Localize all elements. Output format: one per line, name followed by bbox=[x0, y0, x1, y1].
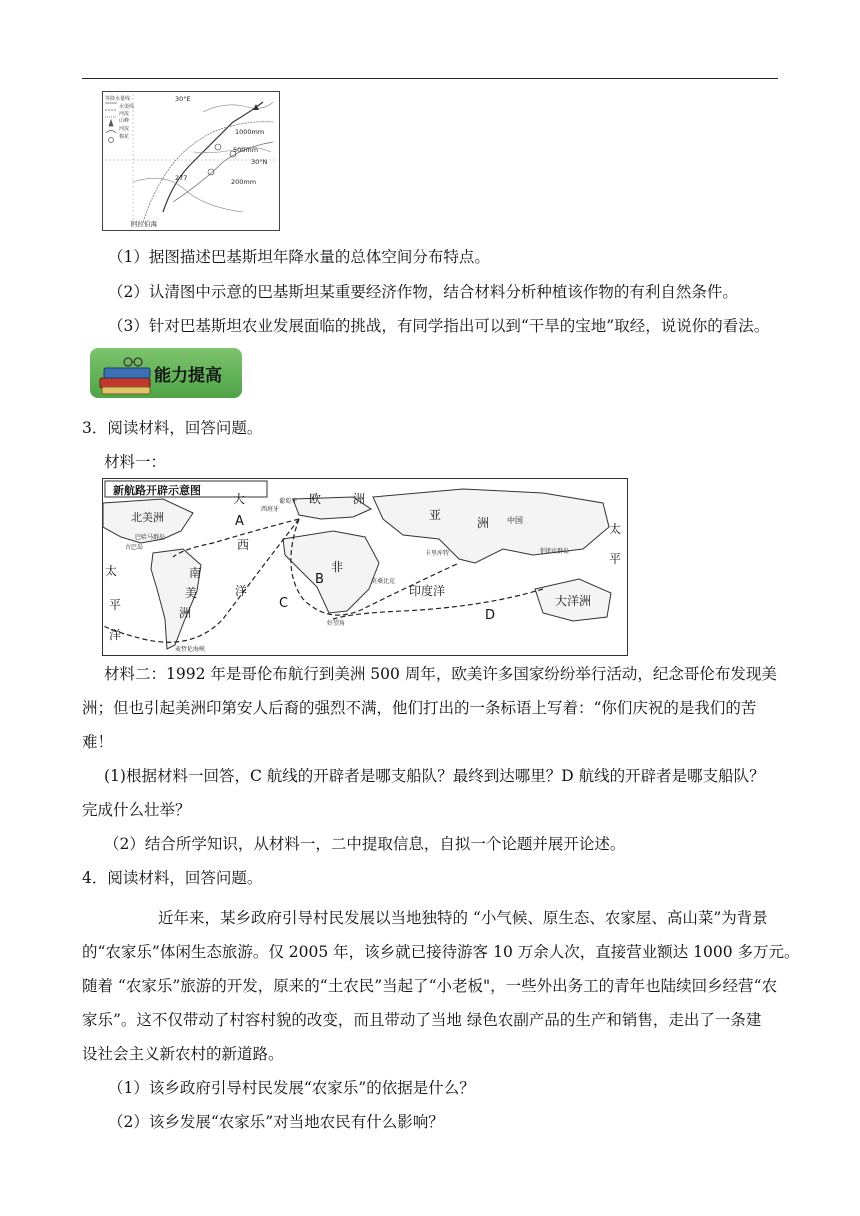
map2-pacific-yang: 洋 bbox=[109, 628, 122, 642]
map2-pacific-tai: 太 bbox=[105, 564, 118, 578]
map2-bahamas: 巴哈马群岛 bbox=[135, 534, 166, 541]
map1-legend-5: 河流 bbox=[119, 126, 130, 132]
books-icon bbox=[98, 354, 154, 396]
q3-material2-line-3: 难！ bbox=[82, 733, 114, 751]
map1-label-30n: 30°N bbox=[251, 158, 268, 166]
q3-material2-line-1: 材料二：1992 年是哥伦布航行到美洲 500 周年，欧美许多国家纷纷举行活动，纪念哥伦布发现美 bbox=[104, 665, 777, 683]
map2-asia-zhou: 洲 bbox=[477, 516, 490, 530]
new-sea-routes-map bbox=[102, 478, 628, 656]
section-badge bbox=[90, 348, 242, 398]
map1-legend-6: 棉花 bbox=[119, 134, 130, 140]
map1-label-1000mm: 1000mm bbox=[235, 128, 265, 136]
map2-oceania: 大洋洲 bbox=[555, 594, 592, 608]
map1-legend-1: 等降水量线 bbox=[105, 96, 131, 102]
map2-xi: 西 bbox=[237, 538, 250, 552]
q4-question-2: （2）该乡发展“农家乐”对当地农民有什么影响？ bbox=[108, 1113, 444, 1131]
map2-yang: 洋 bbox=[235, 584, 248, 598]
map2-asia-ya: 亚 bbox=[429, 508, 442, 522]
q4-question-1: （1）该乡政府引导村民发展“农家乐”的依据是什么？ bbox=[108, 1079, 475, 1097]
q3-material2-line-2: 洲；但也引起美洲印第安人后裔的强烈不满，他们打出的一条标语上写着：“你们庆祝的是我们的苦 bbox=[82, 699, 757, 717]
map2-europe: 欧 bbox=[309, 492, 322, 506]
map1-legend-4: 山峰 bbox=[119, 118, 130, 124]
q3-sub1-line-1: (1)根据材料一回答，C 航线的开辟者是哪支船队？最终到达哪里？D 航线的开辟者是哪支船队？ bbox=[104, 767, 765, 785]
map1-legend-2: 水渠线 bbox=[119, 104, 135, 110]
map2-spain: 西班牙 bbox=[261, 506, 280, 513]
map2-europe-zhou: 洲 bbox=[353, 492, 366, 506]
q2-question-1: （1）据图描述巴基斯坦年降水量的总体空间分布特点。 bbox=[108, 248, 490, 266]
q3-heading: 3．阅读材料，回答问题。 bbox=[82, 419, 263, 437]
map2-magellan: 麦哲伦海峡 bbox=[175, 646, 206, 653]
map2-route-b: B bbox=[315, 572, 324, 587]
map1-label-arabian-sea: 阿拉伯海 bbox=[131, 220, 157, 228]
header-rule bbox=[82, 78, 778, 79]
map2-title: 新航路开辟示意图 bbox=[113, 484, 201, 497]
map2-south-zhou: 洲 bbox=[179, 606, 192, 620]
q2-question-3: （3）针对巴基斯坦农业发展面临的挑战，有同学指出可以到“干旱的宝地”取经，说说你的看法。 bbox=[108, 317, 770, 335]
q3-material1-label: 材料一： bbox=[104, 453, 167, 471]
map2-cuba: 古巴岛 bbox=[125, 544, 144, 551]
q3-sub2: （2）结合所学知识，从材料一，二中提取信息，自拟一个论题并展开论述。 bbox=[104, 835, 626, 853]
map1-label-30e: 30°E bbox=[175, 95, 191, 103]
map2-philippines: 菲律宾群岛 bbox=[539, 548, 570, 555]
map2-cape: 好望角 bbox=[327, 620, 346, 627]
q2-question-2: （2）认清图中示意的巴基斯坦某重要经济作物，结合材料分析种植该作物的有利自然条件。 bbox=[108, 283, 738, 301]
section-badge-label: 能力提高 bbox=[154, 366, 222, 386]
map2-portugal: 葡萄牙 bbox=[279, 498, 298, 505]
map2-route-d: D bbox=[485, 608, 496, 623]
map2-indian-ocean: 印度洋 bbox=[409, 584, 446, 598]
pakistan-precipitation-map bbox=[102, 91, 280, 231]
q4-para-line-4: 家乐”。这不仅带动了村容村貌的改变，而且带动了当地 绿色农副产品的生产和销售，走出了一条建 bbox=[82, 1011, 762, 1029]
q4-para-line-3: 随着 “农家乐”旅游的开发，原来的“土农民”当起了“小老板"，一些外出务工的青年也陆续回乡经营“农 bbox=[82, 977, 778, 995]
map2-north-america: 北美洲 bbox=[131, 511, 164, 524]
map1-label-200mm: 200mm bbox=[231, 178, 257, 186]
map2-africa: 非 bbox=[331, 560, 344, 574]
map2-da: 大 bbox=[233, 492, 246, 506]
map2-pacific2-tai: 太 bbox=[609, 522, 622, 536]
map2-south-nan: 南 bbox=[189, 566, 202, 580]
map2-route-a: A bbox=[235, 514, 244, 529]
map2-pacific-ping: 平 bbox=[109, 598, 122, 612]
map2-china: 中国 bbox=[507, 516, 523, 525]
map1-label-500mm: 500mm bbox=[233, 146, 259, 154]
map2-route-c: C bbox=[279, 596, 289, 611]
map2-pacific2-ping: 平 bbox=[609, 552, 622, 566]
q4-para-line-2: 的“农家乐”体闲生态旅游。仅 2005 年，该乡就已接待游客 10 万余人次，直接营业额达 1000 多万元。 bbox=[82, 943, 800, 961]
map1-label-277: 277 bbox=[175, 174, 188, 182]
map2-calicut: 卡里库特 bbox=[425, 550, 450, 557]
map2-mozambique: 莫桑比克 bbox=[371, 578, 396, 585]
q4-heading: 4．阅读材料，回答问题。 bbox=[82, 869, 263, 887]
q4-para-line-1: 近年来，某乡政府引导村民发展以当地独特的 “小气候、原生态、农家屋、高山菜”为背景 bbox=[158, 909, 768, 927]
map2-south-mei: 美 bbox=[185, 586, 198, 600]
asia-shape bbox=[373, 489, 609, 563]
q4-para-line-5: 设社会主义新农村的新道路。 bbox=[82, 1045, 284, 1063]
map1-legend-3: 河流 bbox=[119, 111, 130, 117]
q3-sub1-line-2: 完成什么壮举？ bbox=[82, 801, 191, 819]
